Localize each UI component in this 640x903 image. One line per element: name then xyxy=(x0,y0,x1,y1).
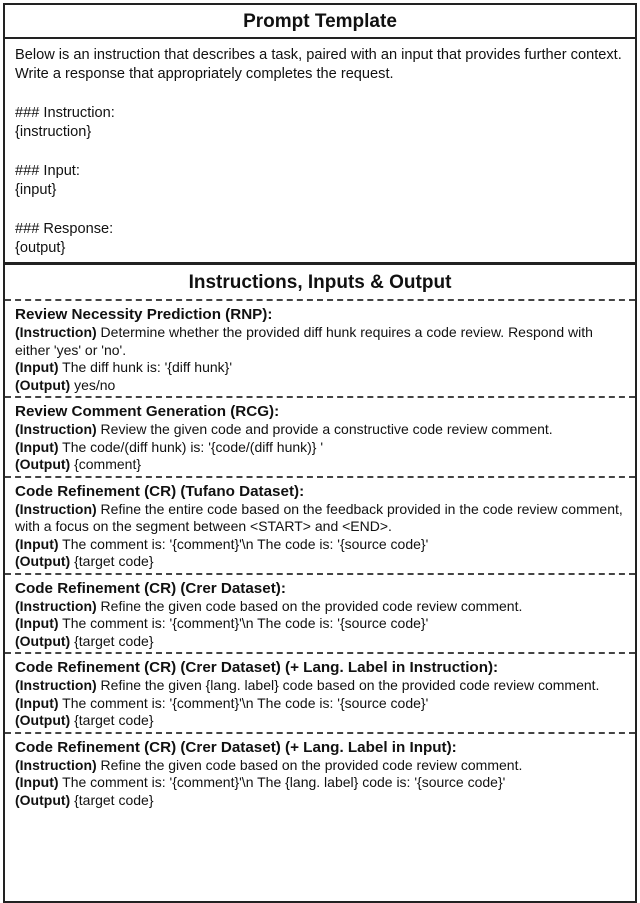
task-section xyxy=(5,478,635,575)
task-input xyxy=(15,359,625,377)
instruction-text: Review the given code and provide a constructive code review comment. xyxy=(100,421,553,437)
instruction-text: Refine the given {lang. label} code based on the provided code review comment. xyxy=(100,677,600,693)
task-instruction xyxy=(15,421,625,439)
instruction-placeholder: {instruction} xyxy=(15,124,92,140)
task-name: Code Refinement (CR) (Tufano Dataset): xyxy=(15,482,305,500)
task-section xyxy=(5,734,635,812)
output-text: {target code} xyxy=(74,712,154,728)
instruction-label: (Instruction) xyxy=(15,677,97,693)
instruction-heading: ### Instruction: xyxy=(15,105,115,121)
input-label: (Input) xyxy=(15,438,59,455)
task-input xyxy=(15,536,625,554)
template-intro: Below is an instruction that describes a task, paired with an input that provides further context. Write a response that appropriately completes the request. xyxy=(15,47,622,82)
task-instruction xyxy=(15,501,625,536)
prompt-figure xyxy=(3,3,637,903)
instruction-text: Determine whether the provided diff hunk requires a code review. Respond with either 'yes' or 'no'. xyxy=(15,324,593,358)
task-input xyxy=(15,695,625,713)
instruction-text: Refine the given code based on the provided code review comment. xyxy=(100,756,523,773)
input-placeholder: {input} xyxy=(15,182,57,198)
output-label: (Output) xyxy=(15,376,71,393)
output-label: (Output) xyxy=(15,553,71,569)
input-heading: ### Input: xyxy=(15,163,80,179)
task-instruction xyxy=(15,677,625,695)
output-label: (Output) xyxy=(15,712,71,728)
input-text: The code/(diff hunk) is: '{code/(diff hunk)} ' xyxy=(62,438,324,455)
output-text: {comment} xyxy=(74,456,142,472)
output-placeholder: {output} xyxy=(15,240,66,256)
input-text: The comment is: '{comment}'\n The code is: '{source code}' xyxy=(62,694,429,711)
task-section xyxy=(5,301,635,398)
input-text: The comment is: '{comment}'\n The code is: '{source code}' xyxy=(62,615,429,631)
input-text: The diff hunk is: '{diff hunk}' xyxy=(62,359,233,375)
output-label: (Output) xyxy=(15,456,71,472)
input-label: (Input) xyxy=(15,694,59,711)
task-section xyxy=(5,398,635,478)
response-heading: ### Response: xyxy=(15,221,114,237)
prompt-template-title: Prompt Template xyxy=(5,5,635,39)
input-label: (Input) xyxy=(15,615,59,631)
task-instruction xyxy=(15,324,625,359)
task-instruction xyxy=(15,598,625,616)
input-label: (Input) xyxy=(15,359,59,375)
instruction-label: (Instruction) xyxy=(15,421,97,437)
task-output xyxy=(15,553,625,571)
task-name: Review Necessity Prediction (RNP): xyxy=(15,306,273,323)
task-input xyxy=(15,774,625,792)
instruction-label: (Instruction) xyxy=(15,597,97,614)
output-label: (Output) xyxy=(15,791,71,808)
task-input xyxy=(15,615,625,633)
task-instruction xyxy=(15,757,625,775)
input-label: (Input) xyxy=(15,774,59,790)
input-text: The comment is: '{comment}'\n The code is: '{source code}' xyxy=(62,535,429,552)
output-label: (Output) xyxy=(15,632,71,649)
input-label: (Input) xyxy=(15,535,59,552)
instruction-text: Refine the given code based on the provided code review comment. xyxy=(100,597,523,614)
task-list xyxy=(5,301,635,811)
input-text: The comment is: '{comment}'\n The {lang. label} code is: '{source code}' xyxy=(62,774,506,790)
instruction-label: (Instruction) xyxy=(15,500,97,517)
task-output xyxy=(15,633,625,651)
task-name: Review Comment Generation (RCG): xyxy=(15,403,280,420)
instruction-text: Refine the entire code based on the feedback provided in the code review comment, with a focus on the segment between <START> and <END>. xyxy=(15,500,623,534)
task-section xyxy=(5,654,635,734)
output-text: {target code} xyxy=(74,553,154,569)
instruction-label: (Instruction) xyxy=(15,324,97,340)
output-text: {target code} xyxy=(74,791,154,808)
task-name: Code Refinement (CR) (Crer Dataset) (+ Lang. Label in Instruction): xyxy=(15,659,499,676)
task-output xyxy=(15,712,625,730)
task-output xyxy=(15,792,625,810)
prompt-template-body xyxy=(5,39,635,265)
task-input xyxy=(15,439,625,457)
task-name: Code Refinement (CR) (Crer Dataset): xyxy=(15,579,286,597)
tasks-title: Instructions, Inputs & Output xyxy=(5,265,635,301)
task-name: Code Refinement (CR) (Crer Dataset) (+ Lang. Label in Input): xyxy=(15,738,457,756)
output-text: {target code} xyxy=(74,632,154,649)
task-output xyxy=(15,377,625,395)
task-output xyxy=(15,456,625,474)
task-section xyxy=(5,575,635,655)
instruction-label: (Instruction) xyxy=(15,756,97,773)
output-text: yes/no xyxy=(74,376,116,393)
